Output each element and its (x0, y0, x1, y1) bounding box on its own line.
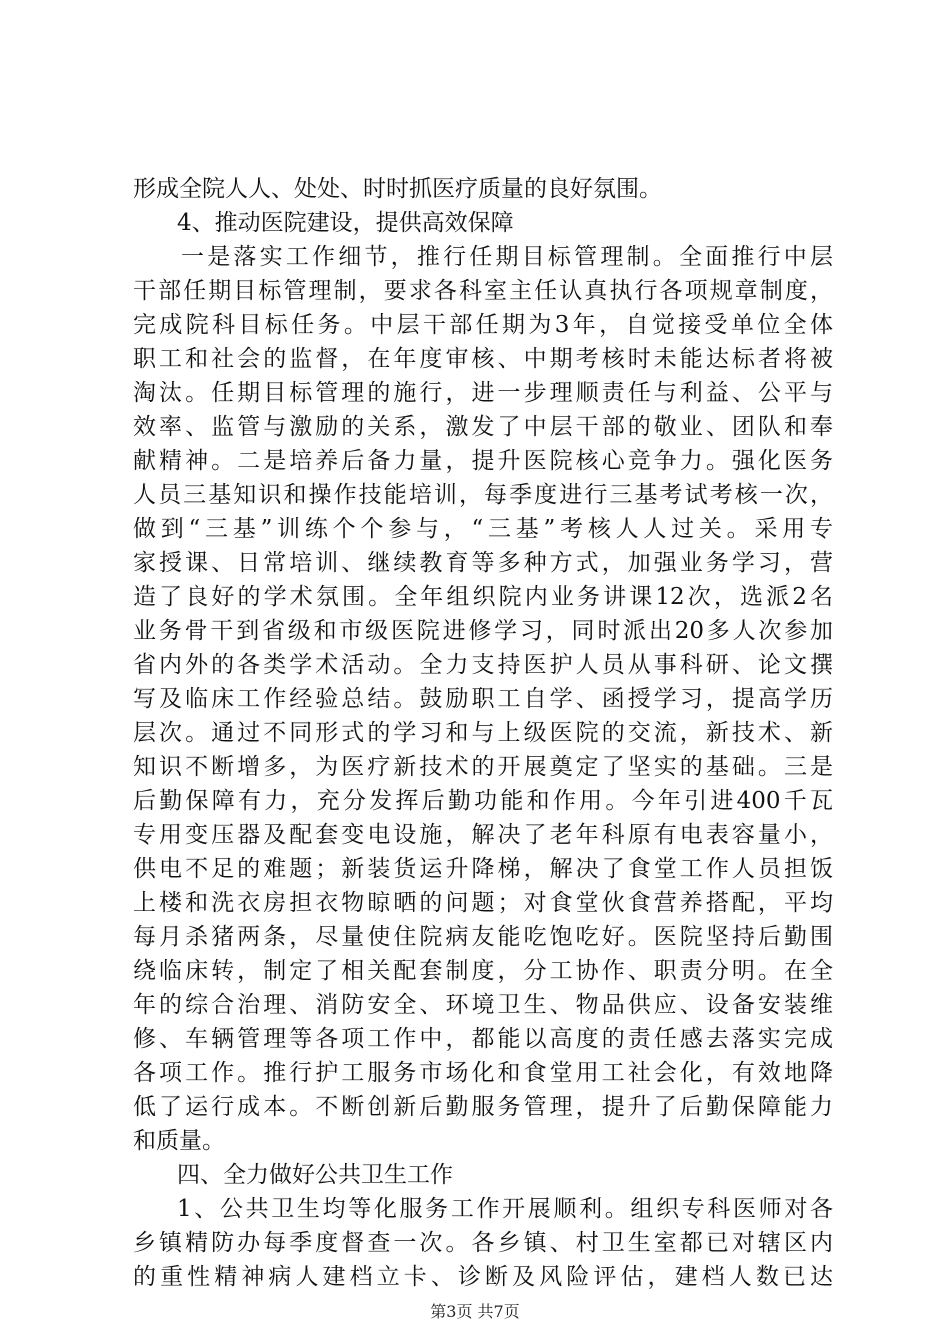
section-heading: 四、全力做好公共卫生工作 (177, 1162, 453, 1188)
text-line: 年的综合治理、消防安全、环境卫生、物品供应、设备安装维 (133, 992, 833, 1018)
text-line: 修、车辆管理等各项工作中，都能以高度的责任感去落实完成 (133, 1026, 833, 1052)
text-line: 效率、监管与激励的关系，激发了中层干部的敬业、团队和奉 (133, 414, 833, 440)
text-line: 造了良好的学术氛围。全年组织院内业务讲课12次，选派2名 (133, 584, 833, 610)
text-line: 和质量。 (133, 1128, 225, 1154)
text-line: 供电不足的难题；新装货运升降梯，解决了食堂工作人员担饭 (133, 856, 833, 882)
page-footer: 第3页 共7页 (430, 1302, 520, 1321)
text-line: 形成全院人人、处处、时时抓医疗质量的良好氛围。 (133, 176, 662, 202)
text-line: 业务骨干到省级和市级医院进修学习，同时派出20多人次参加 (133, 618, 833, 644)
text-line: 完成院科目标任务。中层干部任期为3年，自觉接受单位全体 (133, 312, 833, 338)
text-line: 省内外的各类学术活动。全力支持医护人员从事科研、论文撰 (133, 652, 833, 678)
text-line: 一是落实工作细节，推行任期目标管理制。全面推行中层 (181, 244, 833, 270)
text-line: 的重性精神病人建档立卡、诊断及风险评估，建档人数已达 (133, 1264, 833, 1290)
text-line: 干部任期目标管理制，要求各科室主任认真执行各项规章制度， (133, 278, 833, 304)
text-line: 层次。通过不同形式的学习和与上级医院的交流，新技术、新 (133, 720, 833, 746)
text-line: 职工和社会的监督，在年度审核、中期考核时未能达标者将被 (133, 346, 833, 372)
text-line: 专用变压器及配套变电设施，解决了老年科原有电表容量小， (133, 822, 833, 848)
text-line: 淘汰。任期目标管理的施行，进一步理顺责任与利益、公平与 (133, 380, 833, 406)
text-line: 每月杀猪两条，尽量使住院病友能吃饱吃好。医院坚持后勤围 (133, 924, 833, 950)
text-line: 绕临床转，制定了相关配套制度，分工协作、职责分明。在全 (133, 958, 833, 984)
text-line: 人员三基知识和操作技能培训，每季度进行三基考试考核一次， (133, 482, 833, 508)
section-heading: 4、推动医院建设，提供高效保障 (177, 210, 514, 236)
text-line: 献精神。二是培养后备力量，提升医院核心竞争力。强化医务 (133, 448, 833, 474)
text-line: 低了运行成本。不断创新后勤服务管理，提升了后勤保障能力 (133, 1094, 833, 1120)
text-line: 知识不断增多，为医疗新技术的开展奠定了坚实的基础。三是 (133, 754, 833, 780)
text-line: 乡镇精防办每季度督查一次。各乡镇、村卫生室都已对辖区内 (133, 1230, 833, 1256)
text-line: 1、公共卫生均等化服务工作开展顺利。组织专科医师对各 (177, 1196, 833, 1222)
text-line: 做到“三基”训练个个参与，“三基”考核人人过关。采用专 (133, 516, 833, 542)
text-line: 家授课、日常培训、继续教育等多种方式，加强业务学习，营 (133, 550, 833, 576)
text-line: 写及临床工作经验总结。鼓励职工自学、函授学习，提高学历 (133, 686, 833, 712)
text-line: 各项工作。推行护工服务市场化和食堂用工社会化，有效地降 (133, 1060, 833, 1086)
text-line: 上楼和洗衣房担衣物晾晒的问题；对食堂伙食营养搭配，平均 (133, 890, 833, 916)
text-line: 后勤保障有力，充分发挥后勤功能和作用。今年引进400千瓦 (133, 788, 833, 814)
